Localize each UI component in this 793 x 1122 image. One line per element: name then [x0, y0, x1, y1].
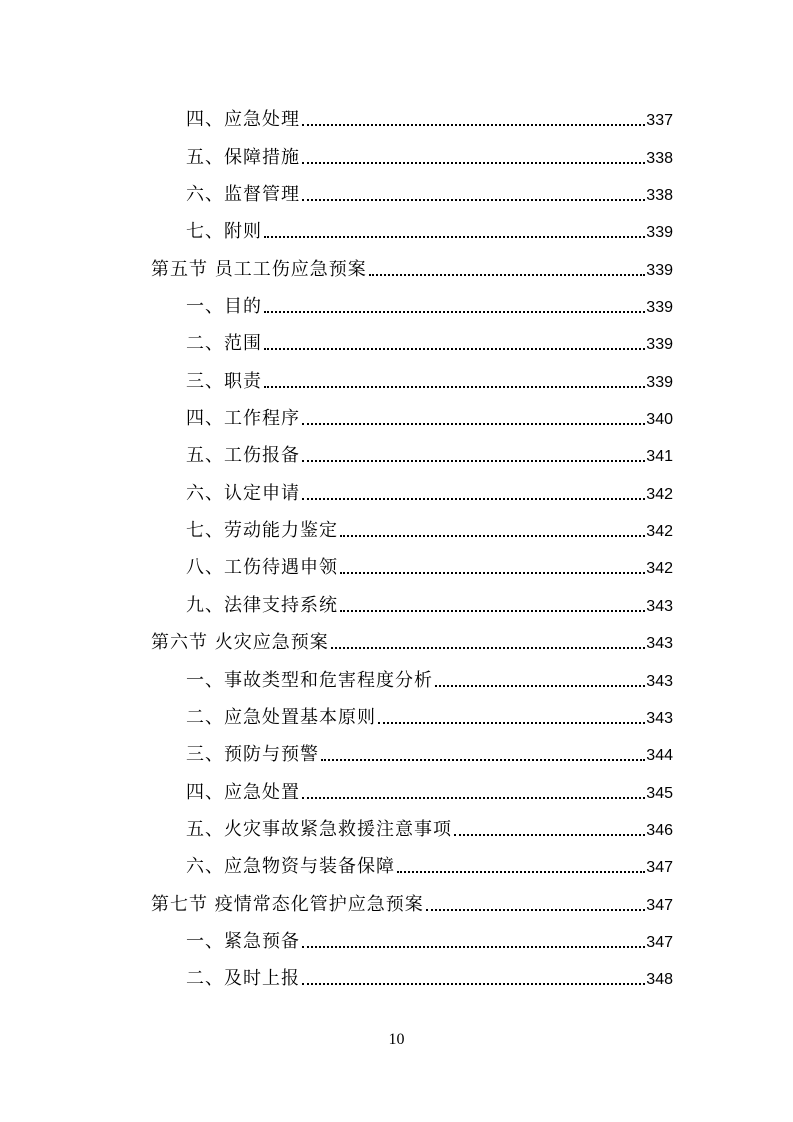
toc-entry-title: 六、应急物资与装备保障	[186, 856, 395, 878]
toc-entry-page-number: 338	[646, 187, 673, 205]
toc-dot-leader	[378, 722, 645, 724]
toc-subsection-entry[interactable]	[0, 401, 793, 438]
toc-entry-line	[186, 516, 673, 542]
toc-entry-line	[186, 591, 673, 617]
toc-entry-page-number: 347	[646, 859, 673, 877]
toc-entry-page-number: 339	[646, 299, 673, 317]
toc-dot-leader	[340, 572, 645, 574]
toc-dot-leader	[321, 759, 645, 761]
toc-entry-page-number: 339	[646, 224, 673, 242]
toc-entry-title: 五、工伤报备	[186, 445, 300, 467]
toc-section-entry[interactable]	[0, 251, 793, 288]
toc-entry-page-number: 339	[646, 336, 673, 354]
toc-entry-title: 一、事故类型和危害程度分析	[186, 669, 433, 691]
toc-dot-leader	[264, 236, 645, 238]
toc-section-entry[interactable]	[0, 625, 793, 662]
toc-entry-page-number: 340	[646, 411, 673, 429]
toc-subsection-entry[interactable]	[0, 812, 793, 849]
toc-subsection-entry[interactable]	[0, 587, 793, 624]
toc-dot-leader	[302, 423, 645, 425]
table-of-contents	[0, 102, 793, 998]
toc-dot-leader	[302, 983, 645, 985]
toc-entry-page-number: 343	[646, 709, 673, 727]
toc-dot-leader	[302, 797, 645, 799]
toc-entry-line	[186, 329, 673, 355]
toc-entry-page-number: 343	[646, 635, 673, 653]
toc-subsection-entry[interactable]	[0, 662, 793, 699]
toc-entry-title: 二、范围	[186, 333, 262, 355]
toc-entry-line	[186, 367, 673, 393]
toc-dot-leader	[302, 946, 645, 948]
toc-entry-page-number: 338	[646, 149, 673, 167]
toc-entry-line	[186, 479, 673, 505]
toc-entry-page-number: 343	[646, 597, 673, 615]
toc-subsection-entry[interactable]	[0, 214, 793, 251]
toc-entry-title: 二、及时上报	[186, 968, 300, 990]
toc-dot-leader	[264, 348, 645, 350]
toc-subsection-entry[interactable]	[0, 475, 793, 512]
toc-subsection-entry[interactable]	[0, 774, 793, 811]
toc-entry-title: 八、工伤待遇申领	[186, 557, 338, 579]
page-number: 10	[388, 1031, 405, 1048]
toc-entry-title: 第七节 疫情常态化管护应急预案	[151, 893, 424, 915]
toc-entry-page-number: 347	[646, 896, 673, 914]
toc-subsection-entry[interactable]	[0, 326, 793, 363]
toc-dot-leader	[397, 871, 645, 873]
toc-entry-title: 三、预防与预警	[186, 744, 319, 766]
toc-dot-leader	[302, 124, 645, 126]
toc-dot-leader	[426, 909, 646, 911]
toc-subsection-entry[interactable]	[0, 700, 793, 737]
toc-entry-line	[186, 292, 673, 318]
toc-entry-line	[186, 553, 673, 579]
toc-entry-line	[186, 964, 673, 990]
toc-entry-line	[186, 441, 673, 467]
toc-dot-leader	[264, 311, 645, 313]
toc-dot-leader	[331, 647, 646, 649]
toc-dot-leader	[264, 386, 645, 388]
toc-subsection-entry[interactable]	[0, 438, 793, 475]
toc-entry-line	[151, 255, 673, 281]
toc-entry-title: 第五节 员工工伤应急预案	[151, 258, 367, 280]
toc-entry-title: 四、应急处置	[186, 781, 300, 803]
toc-entry-page-number: 339	[646, 373, 673, 391]
toc-dot-leader	[340, 610, 645, 612]
toc-entry-line	[186, 666, 673, 692]
toc-entry-title: 一、目的	[186, 296, 262, 318]
toc-entry-line	[186, 217, 673, 243]
toc-entry-title: 六、监督管理	[186, 184, 300, 206]
toc-subsection-entry[interactable]	[0, 289, 793, 326]
toc-entry-title: 四、应急处理	[186, 109, 300, 131]
toc-entry-page-number: 342	[646, 485, 673, 503]
toc-entry-title: 三、职责	[186, 370, 262, 392]
toc-dot-leader	[302, 498, 645, 500]
toc-entry-line	[186, 105, 673, 131]
toc-entry-page-number: 344	[646, 747, 673, 765]
toc-dot-leader	[369, 274, 646, 276]
toc-entry-line	[186, 778, 673, 804]
toc-subsection-entry[interactable]	[0, 513, 793, 550]
toc-subsection-entry[interactable]	[0, 177, 793, 214]
toc-dot-leader	[435, 685, 645, 687]
toc-entry-line	[186, 815, 673, 841]
toc-entry-page-number: 343	[646, 672, 673, 690]
toc-entry-line	[186, 927, 673, 953]
toc-subsection-entry[interactable]	[0, 363, 793, 400]
toc-entry-page-number: 348	[646, 971, 673, 989]
toc-entry-page-number: 347	[646, 933, 673, 951]
toc-dot-leader	[302, 199, 645, 201]
toc-entry-page-number: 345	[646, 784, 673, 802]
toc-subsection-entry[interactable]	[0, 924, 793, 961]
toc-entry-title: 四、工作程序	[186, 408, 300, 430]
toc-entry-page-number: 341	[646, 448, 673, 466]
toc-subsection-entry[interactable]	[0, 102, 793, 139]
toc-entry-line	[186, 143, 673, 169]
toc-entry-page-number: 339	[646, 261, 673, 279]
toc-subsection-entry[interactable]	[0, 737, 793, 774]
toc-entry-line	[186, 740, 673, 766]
toc-subsection-entry[interactable]	[0, 139, 793, 176]
toc-entry-title: 五、保障措施	[186, 146, 300, 168]
toc-entry-page-number: 342	[646, 523, 673, 541]
toc-subsection-entry[interactable]	[0, 961, 793, 998]
toc-entry-title: 九、法律支持系统	[186, 594, 338, 616]
toc-subsection-entry[interactable]	[0, 550, 793, 587]
toc-entry-title: 第六节 火灾应急预案	[151, 632, 329, 654]
toc-entry-title: 五、火灾事故紧急救援注意事项	[186, 818, 452, 840]
toc-dot-leader	[340, 535, 645, 537]
toc-entry-title: 二、应急处置基本原则	[186, 706, 376, 728]
toc-subsection-entry[interactable]	[0, 849, 793, 886]
toc-entry-page-number: 346	[646, 821, 673, 839]
toc-dot-leader	[302, 460, 645, 462]
toc-entry-title: 六、认定申请	[186, 482, 300, 504]
toc-section-entry[interactable]	[0, 886, 793, 923]
toc-entry-line	[186, 180, 673, 206]
toc-entry-line	[186, 852, 673, 878]
toc-entry-page-number: 342	[646, 560, 673, 578]
toc-entry-title: 七、附则	[186, 221, 262, 243]
toc-entry-line	[186, 703, 673, 729]
toc-entry-line	[151, 628, 673, 654]
toc-entry-title: 一、紧急预备	[186, 930, 300, 952]
toc-entry-line	[151, 890, 673, 916]
toc-dot-leader	[454, 834, 645, 836]
toc-entry-line	[186, 404, 673, 430]
toc-entry-title: 七、劳动能力鉴定	[186, 520, 338, 542]
toc-entry-page-number: 337	[646, 112, 673, 130]
toc-dot-leader	[302, 162, 645, 164]
